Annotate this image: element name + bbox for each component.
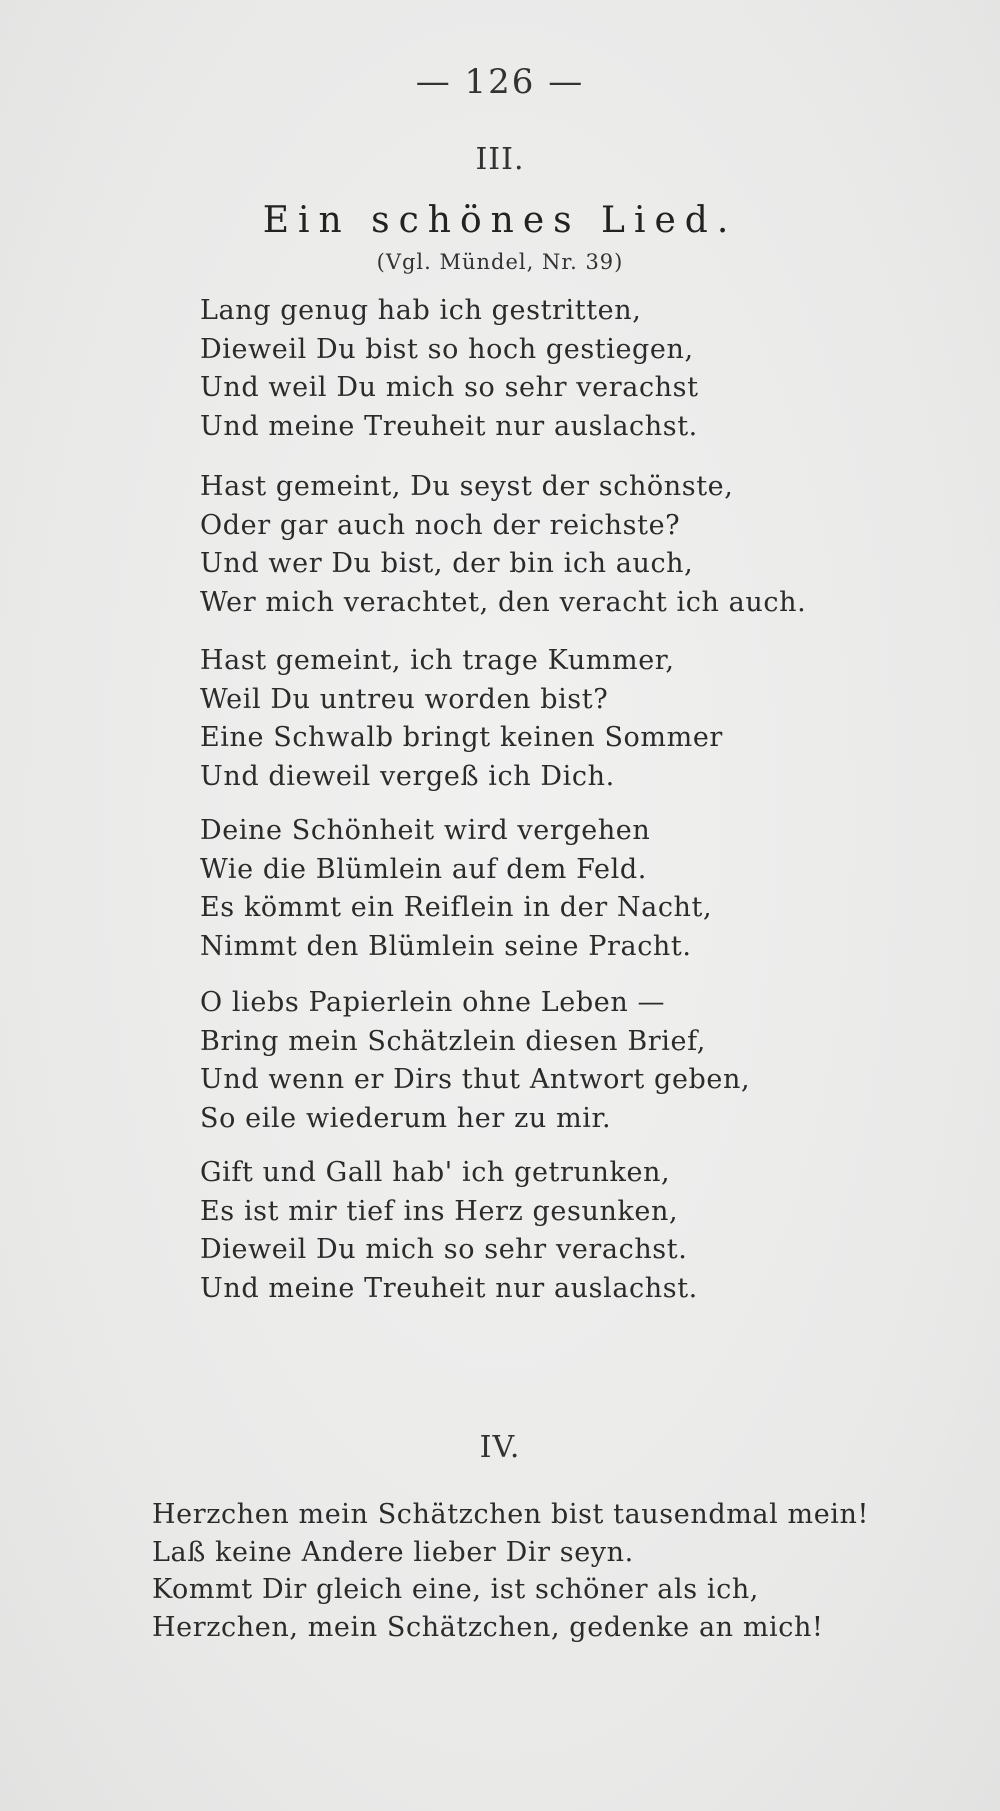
poem-line: Und weil Du mich so sehr verachst [200, 372, 699, 403]
poem-line: Und meine Treuheit nur auslachst. [200, 410, 698, 442]
poem-line: Es kömmt ein Reiflein in der Nacht, [200, 892, 713, 923]
poem-subtitle: (Vgl. Mündel, Nr. 39) [376, 250, 624, 274]
stanza-4 [200, 812, 840, 966]
poem-line: Und meine Treuheit nur auslachst. [200, 1272, 698, 1304]
poem-line: Herzchen, mein Schätzchen, gedenke an mich! [152, 1611, 824, 1643]
poem-line: Herzchen mein Schätzchen bist tausendmal mein! [152, 1499, 869, 1530]
poem-line: Und dieweil vergeß ich Dich. [200, 760, 615, 792]
poem-title: Ein schönes Lied. [262, 200, 738, 241]
poem-line: Dieweil Du mich so sehr verachst. [200, 1234, 688, 1265]
stanza-iv [152, 1496, 872, 1646]
poem-line: Und wer Du bist, der bin ich auch, [200, 548, 694, 579]
poem-line: Hast gemeint, ich trage Kummer, [200, 645, 675, 676]
poem-line: Wie die Blümlein auf dem Feld. [200, 853, 647, 885]
poem-line: Hast gemeint, Du seyst der schönste, [200, 471, 734, 502]
poem-line: Deine Schönheit wird vergehen [200, 815, 651, 846]
poem-line: Lang genug hab ich gestritten, [200, 295, 642, 326]
stanza-6 [200, 1154, 840, 1308]
poem-line: Nimmt den Blümlein seine Pracht. [200, 930, 692, 962]
page-number: — 126 — [415, 62, 585, 102]
poem-line: O liebs Papierlein ohne Leben — [200, 987, 666, 1018]
poem-line: Bring mein Schätzlein diesen Brief, [200, 1025, 706, 1057]
poem-line: Es ist mir tief ins Herz gesunken, [200, 1195, 679, 1227]
poem-line: Und wenn er Dirs thut Antwort geben, [200, 1064, 751, 1095]
stanza-5 [200, 984, 840, 1138]
poem-line: Wer mich verachtet, den veracht ich auch. [200, 586, 807, 618]
stanza-1 [200, 292, 840, 446]
poem-line: Dieweil Du bist so hoch gestiegen, [200, 333, 694, 365]
poem-line: So eile wiederum her zu mir. [200, 1102, 612, 1134]
poem-line: Eine Schwalb bringt keinen Sommer [200, 722, 723, 753]
poem-line: Kommt Dir gleich eine, ist schöner als ich, [152, 1574, 759, 1605]
section-numeral-iv: IV. [479, 1430, 521, 1465]
stanza-3 [200, 642, 840, 796]
section-numeral-iii: III. [475, 142, 525, 177]
stanza-2 [200, 468, 840, 622]
poem-line: Gift und Gall hab' ich getrunken, [200, 1157, 671, 1188]
poem-line: Oder gar auch noch der reichste? [200, 509, 681, 541]
poem-line: Laß keine Andere lieber Dir seyn. [152, 1536, 634, 1568]
poem-line: Weil Du untreu worden bist? [200, 683, 609, 715]
